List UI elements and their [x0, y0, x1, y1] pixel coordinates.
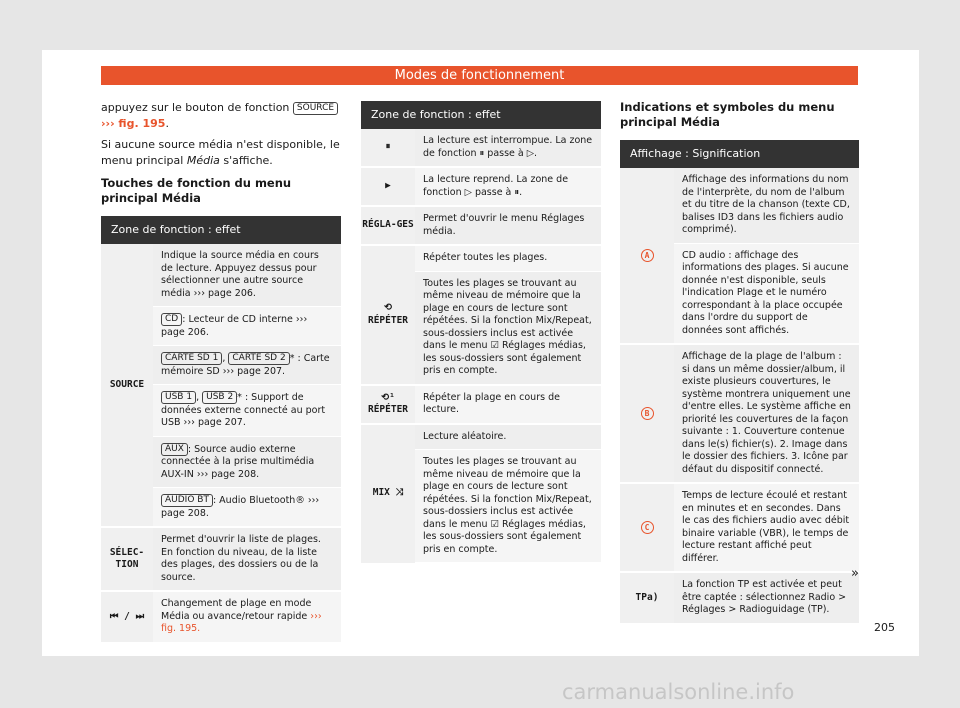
- page-header: Modes de fonctionnement: [101, 66, 858, 85]
- indicator-c-text: Temps de lecture écoulé et restant en minutes et en secondes. Dans le cas des fichiers audio avec débit binaire variable (VBR), le temps de lecture restant affiché peut différer.: [674, 483, 859, 572]
- repeat-one-text: Répéter la plage en cours de lecture.: [415, 385, 601, 424]
- source-row-sd: CARTE SD 1 , CARTE SD 2 * : Carte mémoire SD ››› page 207.: [153, 346, 341, 385]
- play-text: La lecture reprend. La zone de fonction ▷ passe à ⏸.: [415, 167, 601, 206]
- pause-label: ⏸: [361, 129, 415, 167]
- intro-paragraph: appuyez sur le bouton de fonction SOURCE ››› fig. 195.: [101, 100, 341, 131]
- bt-text: : Audio Bluetooth® ››› page 208.: [161, 495, 320, 519]
- usb1-key: USB 1: [161, 391, 196, 404]
- skip-text: Changement de plage en mode Média ou avance/retour rapide: [161, 598, 312, 622]
- section-heading: Touches de fonction du menu principal Média: [101, 176, 292, 205]
- selection-label: SÉLEC-TION: [101, 527, 153, 591]
- repeat-all-desc: Toutes les plages se trouvant au même niveau de mémoire que la plage en cours de lecture sont répétées. Si la fonction Mix/Repeat, sous-dossiers inclus est activée dans le menu ☑ Réglages médias, les sous-dossiers sont également pris en compte.: [415, 271, 601, 385]
- sd2-key: CARTE SD 2: [228, 352, 289, 365]
- fallback-end: s'affiche.: [219, 153, 273, 167]
- table-header-3: Affichage : Signification: [620, 140, 859, 168]
- fallback-text: Si aucune source média n'est disponible, le menu principal: [101, 138, 340, 167]
- table-header-2: Zone de fonction : effet: [361, 101, 601, 129]
- page-number: 205: [874, 621, 895, 634]
- mix-desc: Toutes les plages se trouvant au même niveau de mémoire que la plage en cours de lecture sont répétées. Si la fonction Mix/Repeat, sous-dossiers inclus est activée dans le menu ☑ Réglages médias, les sous-dossiers sont également pris en compte.: [415, 450, 601, 563]
- play-label: ▶: [361, 167, 415, 206]
- fig-reference[interactable]: ››› fig. 195: [101, 116, 166, 130]
- repeat-all-label: [361, 245, 415, 385]
- mix-text: Lecture aléatoire.: [415, 424, 601, 450]
- skip-row: [153, 591, 341, 642]
- sd-text: * : Carte mémoire SD ››› page 207.: [161, 353, 330, 377]
- fallback-italic: Média: [186, 153, 220, 167]
- source-label: SOURCE: [101, 244, 153, 527]
- pause-text: La lecture est interrompue. La zone de fonction ⏸ passe à ▷.: [415, 129, 601, 167]
- badge-a: A: [641, 249, 654, 262]
- indicator-tp: TPa): [620, 572, 674, 623]
- source-row-cd: [153, 307, 341, 346]
- bt-key: AUDIO BT: [161, 494, 213, 507]
- shuffle-icon: ⤨: [395, 487, 404, 499]
- badge-c: C: [641, 521, 654, 534]
- repeat-one-icon: ⟲¹: [381, 391, 395, 403]
- indicator-a-text-1: Affichage des informations du nom de l'interprète, du nom de l'album et du titre de la chanson (texte CD, balises ID3 dans les fichiers audio comprimé).: [674, 168, 859, 243]
- skip-label: ⏮ / ⏭: [101, 591, 153, 642]
- settings-text: Permet d'ouvrir le menu Réglages média.: [415, 206, 601, 245]
- table-header: Zone de fonction : effet: [101, 216, 341, 244]
- column-2: [361, 101, 601, 563]
- sd1-key: CARTE SD 1: [161, 352, 222, 365]
- column-3: [620, 100, 859, 624]
- repeat-one-label: [361, 385, 415, 424]
- repeat-one-text-label: RÉPÉTER: [367, 404, 409, 415]
- continue-mark: »: [851, 566, 859, 581]
- source-row-1: Indique la source média en cours de lecture. Appuyez dessus pour sélectionner une autre source média ››› page 206.: [153, 244, 341, 307]
- mix-text-label: MIX: [372, 487, 390, 499]
- usb2-key: USB 2: [202, 391, 237, 404]
- badge-b: B: [641, 407, 654, 420]
- indicators-table: [620, 140, 859, 624]
- cd-text: : Lecteur de CD interne ››› page 206.: [161, 314, 308, 338]
- mix-label: [361, 424, 415, 563]
- cd-key: CD: [161, 313, 182, 326]
- source-row-aux: [153, 436, 341, 488]
- aux-text: : Source audio externe connectée à la prise multimédia AUX-IN ››› page 208.: [161, 443, 315, 480]
- function-table-2: [361, 101, 601, 563]
- indicator-c: [620, 483, 674, 572]
- function-table-1: [101, 216, 341, 643]
- watermark: carmanualsonline.info: [562, 680, 795, 704]
- skip-ref[interactable]: ››› fig. 195.: [161, 610, 322, 634]
- source-key: SOURCE: [293, 102, 338, 115]
- indicator-a-text-2: CD audio : affichage des informations des plages. Si aucune donnée n'est disponible, seuls l'indication Plage et le numéro correspondant à la place occupée dans l'ordre du support de données sont affichés.: [674, 243, 859, 344]
- repeat-all-text-label: RÉPÉTER: [367, 314, 409, 326]
- settings-label: RÉGLA-GES: [361, 206, 415, 245]
- repeat-all-text: Répéter toutes les plages.: [415, 245, 601, 271]
- column-1: [101, 100, 341, 643]
- aux-key: AUX: [161, 443, 188, 456]
- indicator-tp-text: La fonction TP est activée et peut être captée : sélectionnez Radio > Réglages > Radioguidage (TP).: [674, 572, 859, 623]
- repeat-all-icon: ⟲: [384, 302, 392, 314]
- source-row-usb: USB 1 , USB 2 * : Support de données externe connecté au port USB ››› page 207.: [153, 385, 341, 437]
- indicator-b-text: Affichage de la plage de l'album : si dans un même dossier/album, il existe plusieurs couvertures, le système montrera uniquement une d'entre elles. Le système affiche en priorité les couvertures de la façon suivante : 1. Couverture contenue dans le(s) fichier(s). 2. Image dans le dossier des fichiers. 3. Icône par défaut du dispositif connecté.: [674, 344, 859, 483]
- source-row-bt: [153, 488, 341, 528]
- fallback-paragraph: [101, 137, 341, 168]
- selection-text: Permet d'ouvrir la liste de plages. En fonction du niveau, de la liste des plages, des dossiers ou de la source.: [153, 527, 341, 591]
- indicators-heading: Indications et symboles du menu principal Média: [620, 100, 835, 129]
- indicator-a: [620, 168, 674, 344]
- indicator-b: [620, 344, 674, 483]
- intro-text: appuyez sur le bouton de fonction: [101, 101, 290, 114]
- usb-text: * : Support de données externe connecté au port USB ››› page 207.: [161, 392, 326, 428]
